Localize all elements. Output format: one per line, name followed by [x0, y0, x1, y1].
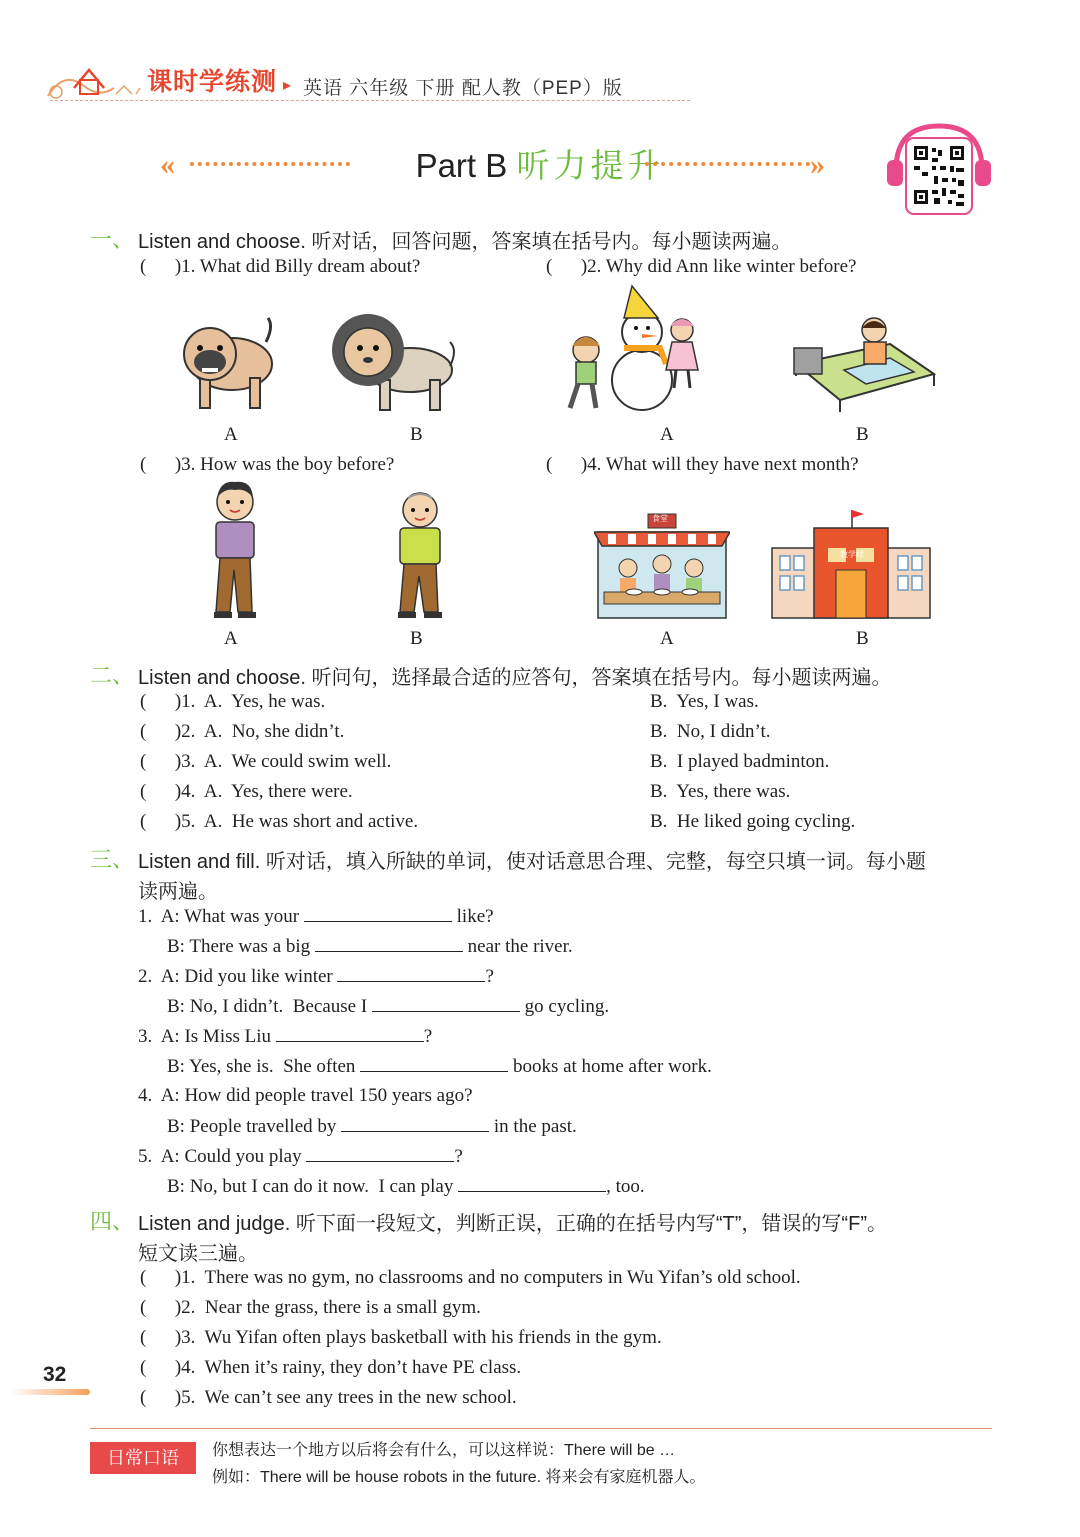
tip-divider: [90, 1428, 992, 1429]
s2-row2-a: ( )2. A. No, she didn’t.: [140, 721, 345, 742]
s1-q3-label-a: A: [224, 628, 238, 649]
s3-number: 三、: [90, 847, 135, 872]
fill-blank[interactable]: [315, 935, 463, 952]
s1-q2: ( )2. Why did Ann like winter before?: [546, 256, 857, 277]
s2-row3-b: B. I played badminton.: [650, 751, 830, 772]
canteen-image: [594, 512, 730, 620]
bed-image: [790, 314, 938, 414]
book-subtitle: 英语 六年级 下册 配人教（PEP）版: [303, 78, 623, 99]
s2-row1-b: B. Yes, I was.: [650, 691, 759, 712]
brand-title: 课时学练测: [147, 68, 278, 96]
s3-line2: B: There was a big near the river.: [167, 936, 573, 957]
s3-line6: B: Yes, she is. She often books at home after work.: [167, 1056, 712, 1077]
building-sign: 教学楼: [840, 550, 864, 559]
s2-row4-a: ( )4. A. Yes, there were.: [140, 781, 353, 802]
s1-q1-label-b: B: [410, 424, 423, 445]
right-chevron-icon: »: [810, 148, 825, 181]
s1-q3: ( )3. How was the boy before?: [140, 454, 395, 475]
bald-boy-image: [390, 488, 450, 620]
s1-q2-label-a: A: [660, 424, 674, 445]
boy-with-hair-image: [206, 480, 264, 620]
right-dots: [645, 162, 810, 166]
s4-item5: ( )5. We can’t see any trees in the new school.: [140, 1387, 517, 1408]
s1-q4-label-b: B: [856, 628, 869, 649]
s2-row1-a: ( )1. A. Yes, he was.: [140, 691, 326, 712]
s3-line9: 5. A: Could you play ?: [138, 1146, 463, 1167]
s3-line1: 1. A: What was your like?: [138, 906, 494, 927]
s1-q1: ( )1. What did Billy dream about?: [140, 256, 421, 277]
fill-blank[interactable]: [360, 1055, 508, 1072]
s2-instruction: Listen and choose. 听问句，选择最合适的应答句，答案填在括号内。每小题读两遍。: [138, 667, 892, 689]
s2-row4-b: B. Yes, there was.: [650, 781, 791, 802]
fill-blank[interactable]: [458, 1175, 606, 1192]
s3-instruction-line1: Listen and fill. 听对话，填入所缺的单词，使对话意思合理、完整，每空只填一词。每小题: [138, 851, 926, 873]
s4-instruction-line2: 短文读三遍。: [138, 1243, 258, 1265]
fill-blank[interactable]: [341, 1115, 489, 1132]
canteen-sign: 食堂: [652, 514, 668, 523]
s1-instruction: Listen and choose. 听对话，回答问题，答案填在括号内。每小题读两遍。: [138, 231, 792, 253]
s4-instruction-line1: Listen and judge. 听下面一段短文，判断正误，正确的在括号内写“T”，错误的写“F”。: [138, 1213, 887, 1235]
bulldog-image: [180, 312, 275, 412]
page-number: 32: [43, 1363, 67, 1386]
s2-row3-a: ( )3. A. We could swim well.: [140, 751, 392, 772]
fill-blank[interactable]: [276, 1025, 424, 1042]
s4-number: 四、: [90, 1209, 135, 1234]
s4-item1: ( )1. There was no gym, no classrooms and no computers in Wu Yifan’s old school.: [140, 1267, 801, 1288]
fill-blank[interactable]: [306, 1145, 454, 1162]
section-title: Part B 听力提升: [415, 147, 665, 184]
tip-line2: 例如：There will be house robots in the future. 将来会有家庭机器人。: [212, 1469, 706, 1486]
s2-row5-b: B. He liked going cycling.: [650, 811, 856, 832]
qr-code-icon[interactable]: [884, 120, 994, 220]
s1-number: 一、: [90, 227, 135, 252]
s1-q4-label-a: A: [660, 628, 674, 649]
lion-image: [330, 310, 460, 412]
s3-line7: 4. A: How did people travel 150 years ago?: [138, 1085, 473, 1106]
tip-badge: 日常口语: [90, 1442, 196, 1474]
s2-row2-b: B. No, I didn’t.: [650, 721, 771, 742]
s4-item4: ( )4. When it’s rainy, they don’t have PE class.: [140, 1357, 522, 1378]
fill-blank[interactable]: [304, 905, 452, 922]
left-chevron-icon: «: [160, 148, 175, 181]
s3-line8: B: People travelled by in the past.: [167, 1116, 577, 1137]
s2-number: 二、: [90, 663, 135, 688]
s3-line5: 3. A: Is Miss Liu ?: [138, 1026, 433, 1047]
s3-line3: 2. A: Did you like winter ?: [138, 966, 494, 987]
s3-instruction-line2: 读两遍。: [138, 881, 218, 903]
s3-line4: B: No, I didn’t. Because I go cycling.: [167, 996, 610, 1017]
arrow-icon: ▸: [283, 77, 292, 94]
house-logo-icon: [44, 58, 144, 102]
fill-blank[interactable]: [337, 965, 485, 982]
s1-q1-label-a: A: [224, 424, 238, 445]
fill-blank[interactable]: [372, 995, 520, 1012]
tip-line1: 你想表达一个地方以后将会有什么，可以这样说：There will be …: [212, 1442, 676, 1459]
page-number-bar: [10, 1389, 90, 1395]
school-building-image: [770, 508, 932, 620]
s3-line10: B: No, but I can do it now. I can play , too.: [167, 1176, 645, 1197]
snowman-image: [562, 284, 712, 414]
s4-item3: ( )3. Wu Yifan often plays basketball with his friends in the gym.: [140, 1327, 662, 1348]
s4-item2: ( )2. Near the grass, there is a small gym.: [140, 1297, 481, 1318]
s1-q2-label-b: B: [856, 424, 869, 445]
header-divider: [50, 100, 690, 101]
s1-q3-label-b: B: [410, 628, 423, 649]
s1-q4: ( )4. What will they have next month?: [546, 454, 859, 475]
s2-row5-a: ( )5. A. He was short and active.: [140, 811, 419, 832]
